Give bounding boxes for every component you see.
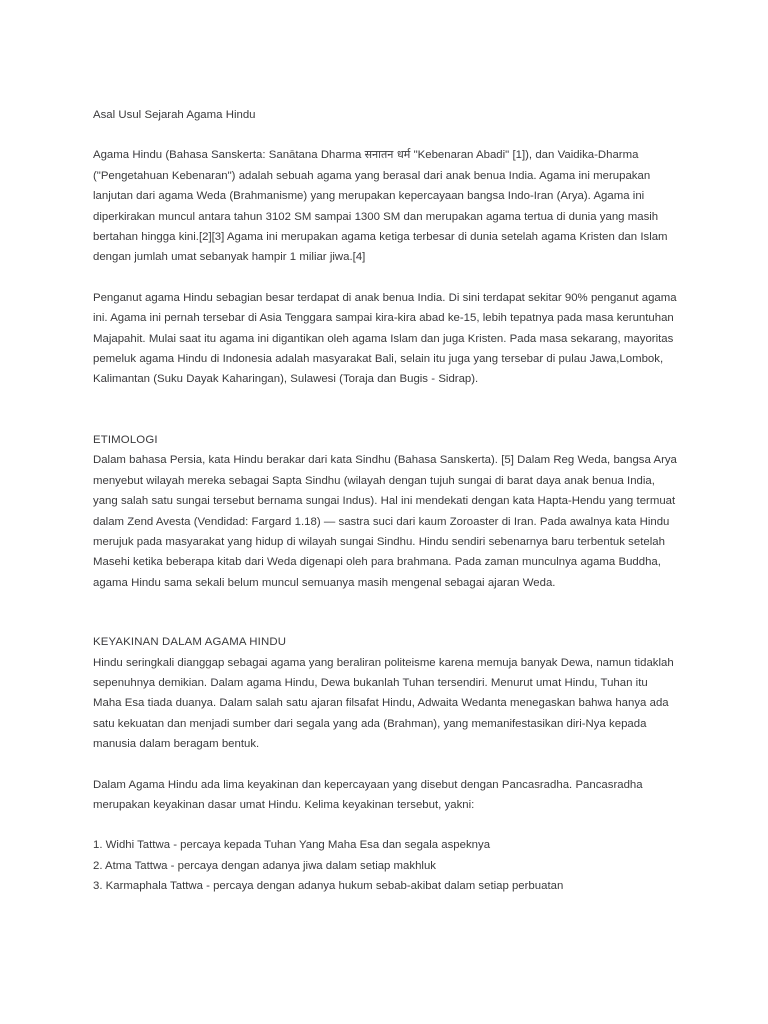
distribution-paragraph: Penganut agama Hindu sebagian besar terdapat di anak benua India. Di sini terdapat sekitar 90% penganut agama ini. Agama ini pernah tersebar di Asia Tenggara sampai kira-kira abad ke-15, lebih tepatnya pada masa keruntuhan Majapahit. Mulai saat itu agama ini digantikan oleh agama Islam dan juga Kristen. Pada masa sekarang, mayoritas pemeluk agama Hindu di Indonesia adalah masyarakat Bali, selain itu juga yang tersebar di pulau Jawa,Lombok, Kalimantan (Suku Dayak Kaharingan), Sulawesi (Toraja dan Bugis - Sidrap). xyxy=(93,291,677,386)
intro-paragraph-part2: "Kebenaran Abadi" [1]), dan Vaidika-Dharma ("Pengetahuan Kebenaran") adalah sebuah agama yang berasal dari anak benua India. Agama ini merupakan lanjutan dari agama Weda (Brahmanisme) yang merupakan kepercayaan bangsa Indo-Iran (Arya). Agama ini diperkirakan muncul antara tahun 3102 SM sampai 1300 SM dan merupakan agama tertua di dunia yang masih bertahan hingga kini.[2][3] Agama ini merupakan agama ketiga terbesar di dunia setelah agama Kristen dan Islam dengan jumlah umat sebanyak hampir 1 miliar jiwa.[4] xyxy=(93,149,668,264)
section-spacer-etimologi xyxy=(93,410,679,430)
document-text-body xyxy=(93,105,679,897)
etimologi-heading: ETIMOLOGI xyxy=(93,433,158,446)
pancasradha-list xyxy=(93,835,679,896)
intro-paragraph-part1: Agama Hindu (Bahasa Sanskerta: Sanātana Dharma xyxy=(93,149,365,162)
section-etimologi xyxy=(93,430,679,593)
intro-paragraph xyxy=(93,145,679,267)
document-title: Asal Usul Sejarah Agama Hindu xyxy=(93,109,256,121)
section-spacer-keyakinan xyxy=(93,593,679,632)
keyakinan-paragraph: Hindu seringkali dianggap sebagai agama yang beraliran politeisme karena memuja banyak Dewa, namun tidaklah sepenuhnya demikian. Dalam agama Hindu, Dewa bukanlah Tuhan tersendiri. Menurut umat Hindu, Tuhan itu Maha Esa tiada duanya. Dalam salah satu ajaran filsafat Hindu, Adwaita Wedanta menegaskan bahwa hanya ada satu kekuatan dan menjadi sumber dari segala yang ada (Brahman), yang memanifestasikan diri-Nya kepada manusia dalam beragam bentuk. xyxy=(93,656,674,751)
keyakinan-heading: KEYAKINAN DALAM AGAMA HINDU xyxy=(93,636,287,649)
sanskrit-sanatana-dharma: सनातन धर्म xyxy=(364,148,411,162)
pancasradha-intro-paragraph: Dalam Agama Hindu ada lima keyakinan dan kepercayaan yang disebut dengan Pancasradha. Pancasradha merupakan keyakinan dasar umat Hindu. Kelima keyakinan tersebut, yakni: xyxy=(93,778,643,811)
list-item: 3. Karmaphala Tattwa - percaya dengan adanya hukum sebab-akibat dalam setiap perbuatan xyxy=(93,880,564,893)
list-item: 1. Widhi Tattwa - percaya kepada Tuhan Yang Maha Esa dan segala aspeknya xyxy=(93,839,491,852)
etimologi-paragraph: Dalam bahasa Persia, kata Hindu berakar dari kata Sindhu (Bahasa Sanskerta). [5] Dalam Reg Weda, bangsa Arya menyebut wilayah mereka sebagai Sapta Sindhu (wilayah dengan tujuh sungai di barat daya anak benua India, yang salah satu sungai tersebut bernama sungai Indus). Hal ini mendekati dengan kata Hapta-Hendu yang termuat dalam Zend Avesta (Vendidad: Fargard 1.18) — sastra suci dari kaum Zoroaster di Iran. Pada awalnya kata Hindu merujuk pada masyarakat yang hidup di wilayah sungai Sindhu. Hindu sendiri sebenarnya baru terbentuk setelah Masehi ketika beberapa kitab dari Weda digenapi oleh para brahmana. Pada zaman munculnya agama Buddha, agama Hindu sama sekali belum muncul semuanya masih mengenal sebagai ajaran Weda. xyxy=(93,454,677,589)
list-item: 2. Atma Tattwa - percaya dengan adanya jiwa dalam setiap makhluk xyxy=(93,859,436,872)
section-keyakinan xyxy=(93,632,679,896)
